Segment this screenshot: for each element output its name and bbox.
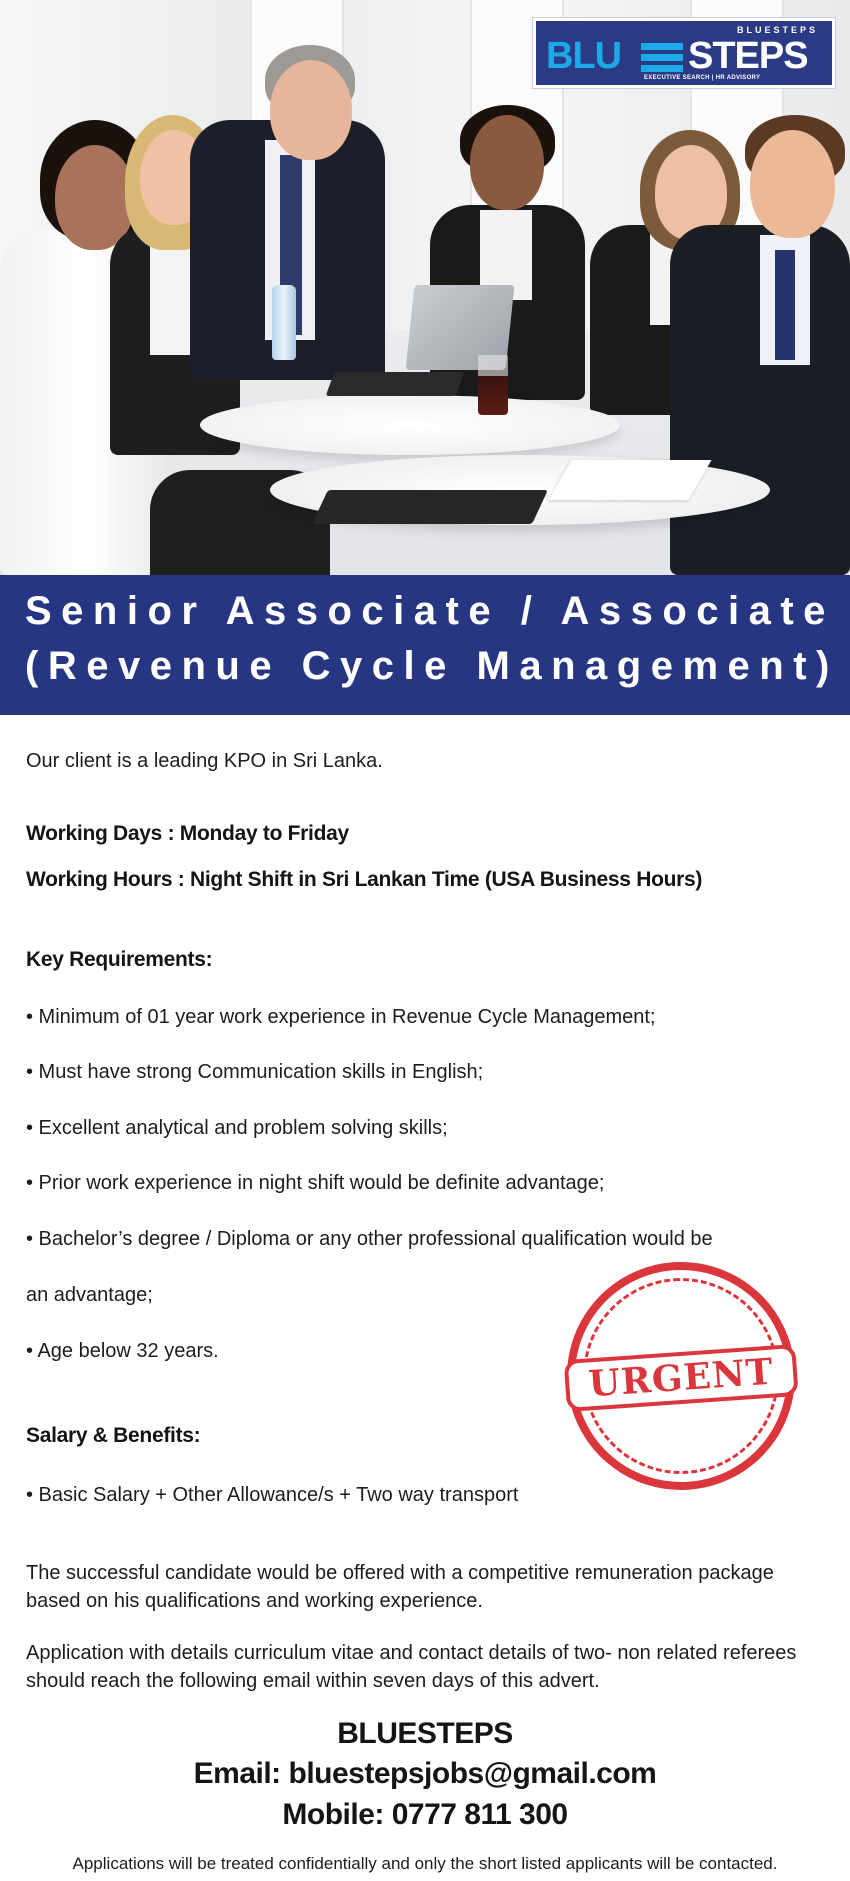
urgent-stamp <box>559 1254 802 1497</box>
requirement-item: • Age below 32 years. <box>26 1340 219 1362</box>
remuneration-paragraph: The successful candidate would be offered with a competitive remuneration package based on his qualifications and working experience. <box>26 1562 774 1612</box>
drink-glass <box>478 355 508 415</box>
stamp-label: URGENT <box>587 1350 775 1406</box>
logo-bars-icon <box>641 43 683 75</box>
requirement-item-continued: an advantage; <box>26 1284 153 1306</box>
requirement-item: • Prior work experience in night shift would be definite advantage; <box>26 1172 605 1194</box>
logo-top-text: BLUESTEPS <box>736 25 818 35</box>
working-days: Working Days : Monday to Friday <box>26 822 349 845</box>
intro-text: Our client is a leading KPO in Sri Lanka. <box>26 750 383 772</box>
logo-word-left: BLU <box>546 35 622 77</box>
job-title-band <box>0 575 850 715</box>
requirement-item: • Bachelor’s degree / Diploma or any other professional qualification would be <box>26 1228 713 1250</box>
salary-heading: Salary & Benefits: <box>26 1424 201 1447</box>
papers <box>548 460 711 500</box>
requirement-item: • Minimum of 01 year work experience in Revenue Cycle Management; <box>26 1006 656 1028</box>
logo-word-right: STEPS <box>688 35 808 77</box>
requirement-item: • Must have strong Communication skills in English; <box>26 1061 484 1083</box>
job-title-line-2: (Revenue Cycle Management) <box>25 644 839 688</box>
working-hours: Working Hours : Night Shift in Sri Lankan Time (USA Business Hours) <box>26 868 703 891</box>
salary-item: • Basic Salary + Other Allowance/s + Two way transport <box>26 1484 519 1506</box>
requirement-item: • Excellent analytical and problem solving skills; <box>26 1117 448 1139</box>
requirements-heading: Key Requirements: <box>26 948 213 971</box>
contact-company: BLUESTEPS <box>337 1717 513 1750</box>
bluesteps-logo <box>533 18 835 88</box>
contact-mobile: Mobile: 0777 811 300 <box>282 1798 568 1831</box>
folder <box>326 372 465 396</box>
application-paragraph: Application with details curriculum vitae and contact details of two- non related referees should reach the following email within seven days of this advert. <box>26 1642 797 1692</box>
confidentiality-footer: Applications will be treated confidentially and only the short listed applicants will be contacted. <box>72 1854 778 1873</box>
job-title-line-1: Senior Associate / Associate <box>25 589 835 633</box>
water-bottle <box>272 285 296 360</box>
logo-tagline: EXECUTIVE SEARCH | HR ADVISORY <box>644 75 761 81</box>
folder <box>312 490 548 524</box>
contact-email: Email: bluestepsjobs@gmail.com <box>193 1757 657 1790</box>
meeting-table <box>200 395 620 455</box>
